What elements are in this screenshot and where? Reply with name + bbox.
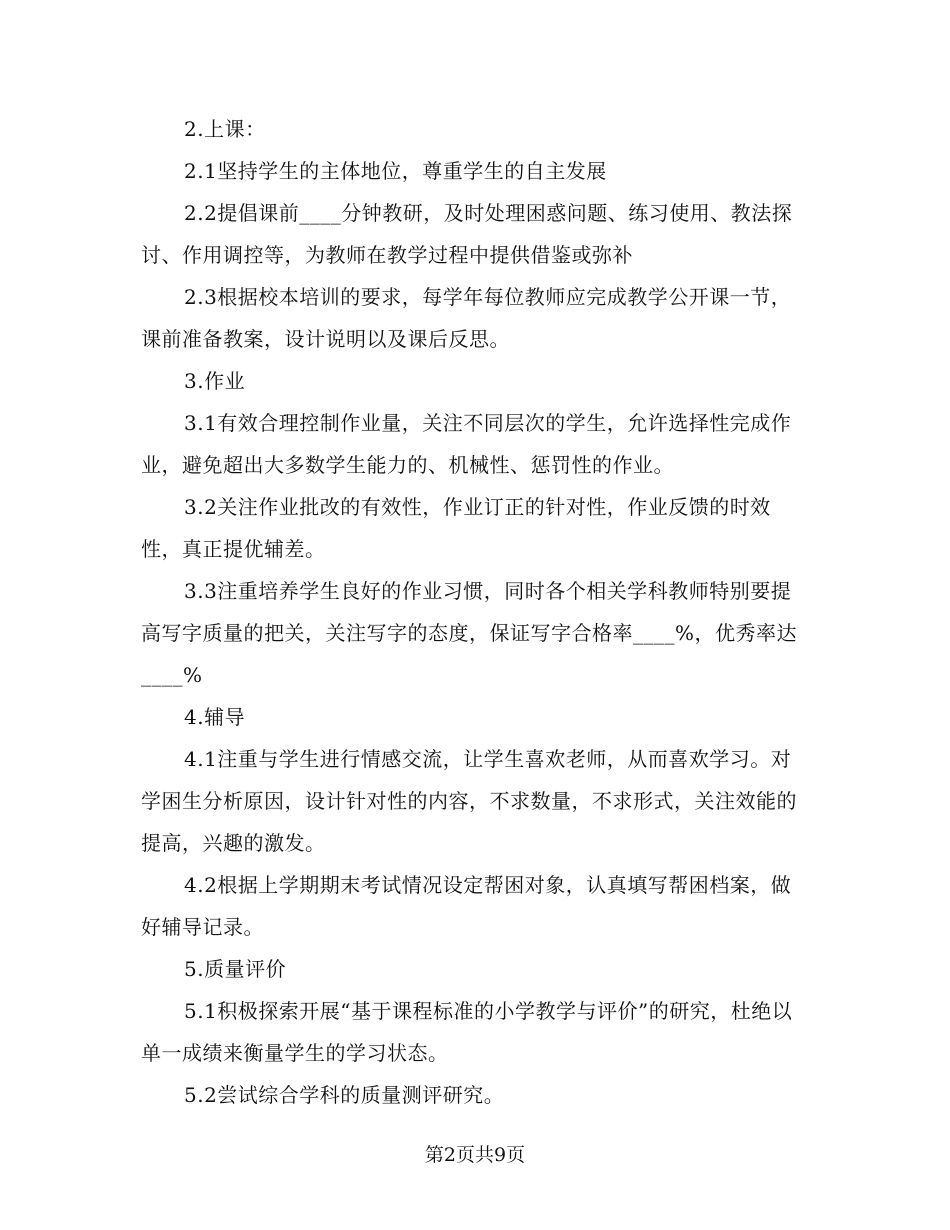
paragraph-3-2: 3.2关注作业批改的有效性，作业订正的针对性，作业反馈的时效性，真正提优辅差。: [141, 495, 771, 561]
paragraph-5-1: 5.1积极探索开展“基于课程标准的小学教学与评价”的研究，杜绝以单一成绩来衡量学生的学习状态。: [141, 999, 793, 1065]
paragraph-4-1: 4.1注重与学生进行情感交流，让学生喜欢老师，从而喜欢学习。对学困生分析原因，设计针对性的内容，不求数量，不求形式，关注效能的提高，兴趣的激发。: [141, 747, 797, 855]
paragraph-heading-tutoring: 4.辅导: [184, 705, 246, 729]
paragraph-heading-quality: 5.质量评价: [184, 957, 287, 981]
paragraph-2-3: 2.3根据校本培训的要求，每学年每位教师应完成教学公开课一节，课前准备教案，设计说明以及课后反思。: [141, 285, 792, 351]
document-body: [141, 108, 806, 1116]
paragraph-heading-lesson: 2.上课：: [184, 117, 266, 141]
paragraph-heading-homework: 3.作业: [184, 369, 246, 393]
paragraph-2-2: 2.2提倡课前____分钟教研，及时处理困惑问题、练习使用、教法探讨、作用调控等，为教师在教学过程中提供借鉴或弥补: [141, 201, 793, 267]
paragraph-5-2: 5.2尝试综合学科的质量测评研究。: [184, 1083, 505, 1107]
page-number-footer: 第2页共9页: [424, 1144, 526, 1166]
paragraph-4-2: 4.2根据上学期期末考试情况设定帮困对象，认真填写帮困档案，做好辅导记录。: [141, 873, 792, 939]
paragraph-3-1: 3.1有效合理控制作业量，关注不同层次的学生，允许选择性完成作业，避免超出大多数学生能力的、机械性、惩罚性的作业。: [141, 411, 792, 477]
paragraph-3-3: 3.3注重培养学生良好的作业习惯，同时各个相关学科教师特别要提高写字质量的把关，关注写字的态度，保证写字合格率____%，优秀率达____%: [141, 579, 798, 687]
paragraph-2-1: 2.1坚持学生的主体地位，尊重学生的自主发展: [184, 159, 607, 183]
